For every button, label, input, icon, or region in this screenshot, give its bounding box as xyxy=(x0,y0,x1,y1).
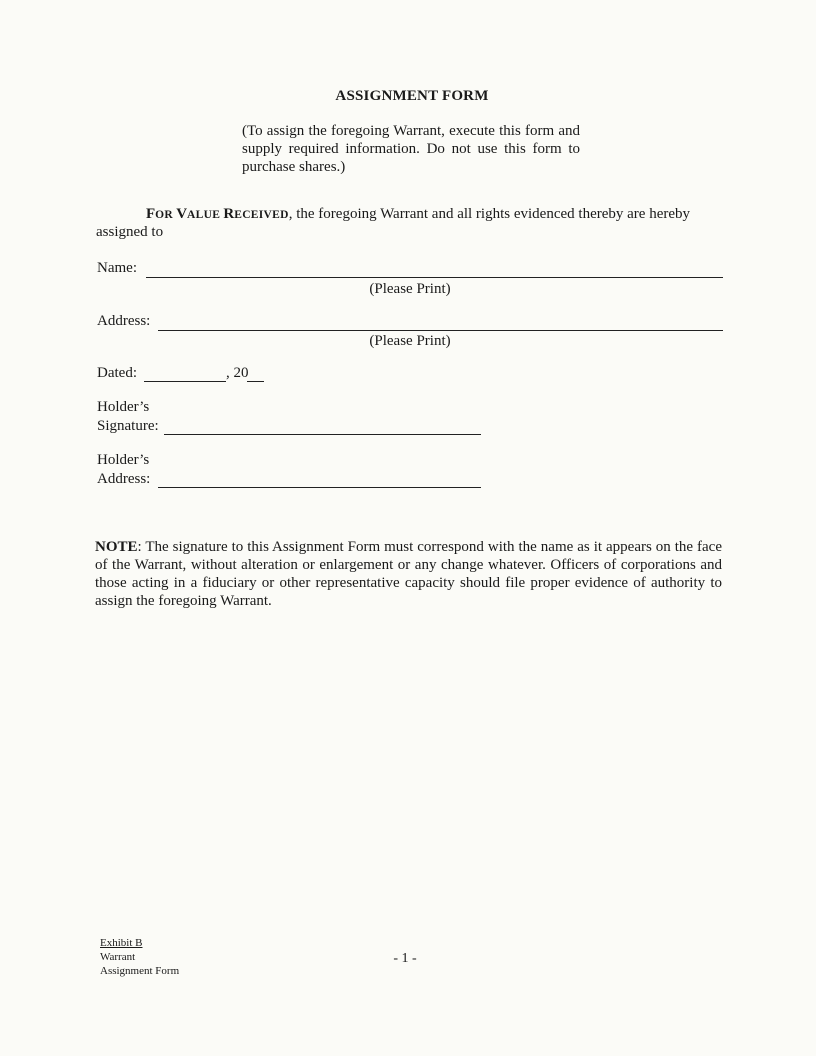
note-label: NOTE xyxy=(95,539,138,555)
note-paragraph xyxy=(95,538,722,610)
name-caption: (Please Print) xyxy=(369,281,451,297)
holder-address-field[interactable] xyxy=(158,487,481,488)
small-caps-rest: ALUE xyxy=(187,209,224,221)
footer-line2: Warrant xyxy=(100,951,136,963)
small-caps-letter: F xyxy=(146,206,156,222)
holder-signature-field[interactable] xyxy=(164,434,481,435)
dated-year-prefix: , 20 xyxy=(226,365,249,381)
value-received-text: , the foregoing Warrant and all rights evidenced thereby are hereby assigned to xyxy=(96,206,690,240)
holder-signature-label-line1: Holder’s xyxy=(97,399,150,415)
name-label: Name: xyxy=(97,260,137,276)
dated-label: Dated: xyxy=(97,365,137,381)
address-caption: (Please Print) xyxy=(369,333,451,349)
page-number: - 1 - xyxy=(393,951,417,966)
instructions-text: (To assign the foregoing Warrant, execute this form and supply required information. Do not use this form to purchase shares.) xyxy=(242,123,580,175)
small-caps-rest: OR xyxy=(155,209,177,221)
holder-address-label-line1: Holder’s xyxy=(97,452,150,468)
dated-day-field[interactable] xyxy=(144,381,226,382)
address-field[interactable] xyxy=(158,330,723,331)
holder-address-label-line2: Address: xyxy=(97,471,151,487)
address-label: Address: xyxy=(97,313,151,329)
small-caps-letter: V xyxy=(176,206,188,222)
value-received-paragraph xyxy=(96,206,724,241)
note-text: : The signature to this Assignment Form must correspond with the name as it appears on the face of the Warrant, without alteration or enlargement or any change whatever. Officers of corporations and those acting in a fiduciary or other representative capacity should file proper evidence of authority to assign the foregoing Warrant. xyxy=(95,539,722,609)
footer-exhibit: Exhibit B xyxy=(100,937,143,949)
dated-year-field[interactable] xyxy=(247,381,264,382)
name-field[interactable] xyxy=(146,277,723,278)
small-caps-letter: R xyxy=(223,206,235,222)
footer-line3: Assignment Form xyxy=(100,965,180,977)
holder-signature-label-line2: Signature: xyxy=(97,418,159,434)
page-title: ASSIGNMENT FORM xyxy=(335,88,489,104)
small-caps-rest: ECEIVED xyxy=(234,209,289,221)
